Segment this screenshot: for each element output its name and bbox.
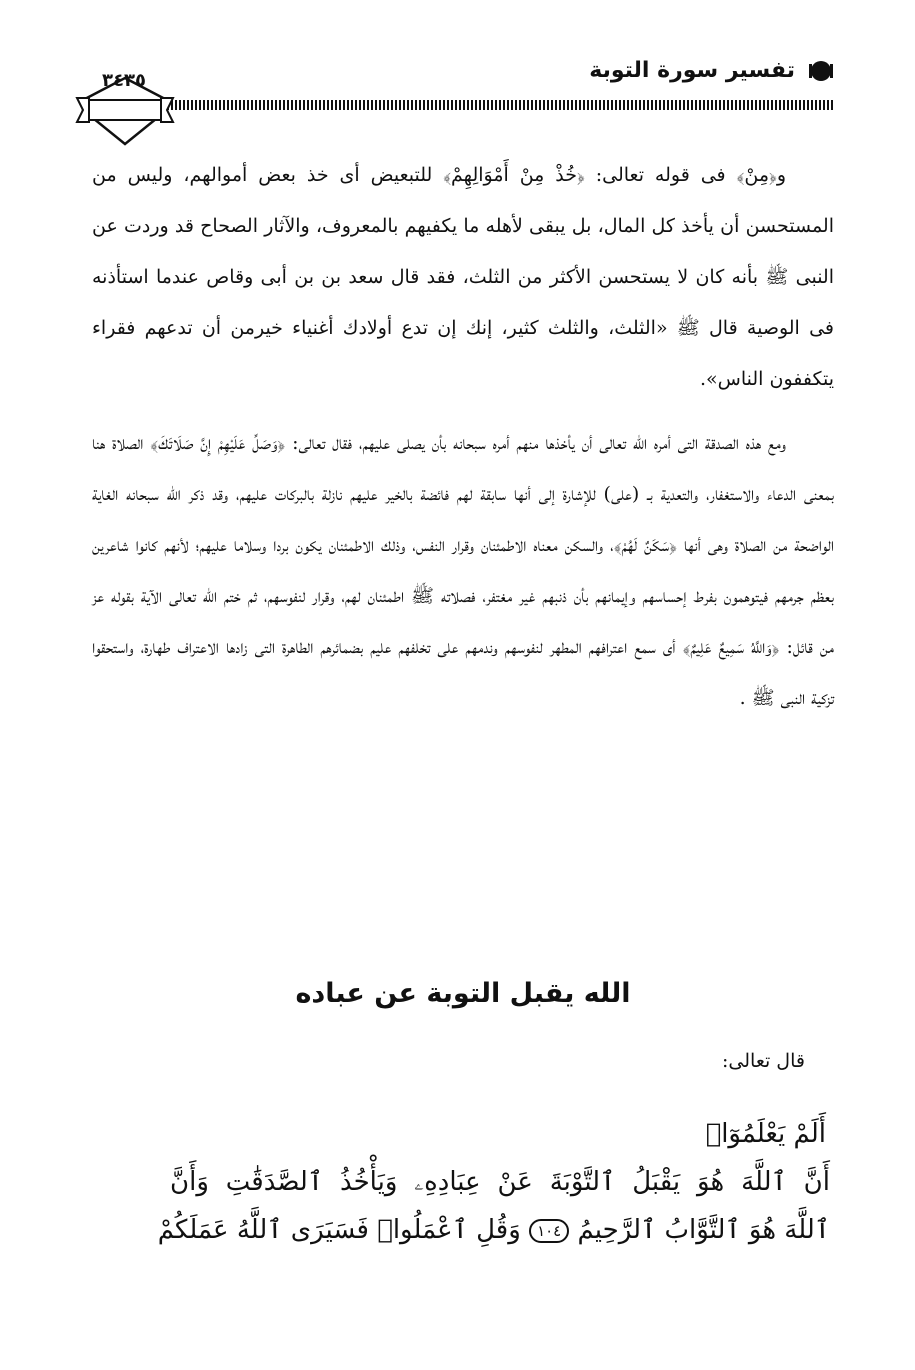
verse-intro: قال تعالى: xyxy=(722,1050,805,1072)
verse-line: أَلَمْ يَعْلَمُوٓا۟ xyxy=(705,1119,826,1149)
verse-segment: وَقُلِ ٱعْمَلُوا۟ فَسَيَرَى ٱللَّهُ عَمَلَكُمْ xyxy=(157,1215,521,1245)
running-title: تفسير سورة التوبة xyxy=(589,58,795,83)
page-number: ٣٤٣٥ xyxy=(102,70,146,91)
verse-line xyxy=(157,1206,830,1254)
body-text xyxy=(92,150,834,724)
ornament-icon xyxy=(807,58,835,84)
quran-verse xyxy=(157,1110,830,1254)
ayah-number: ١٠٤ xyxy=(529,1219,569,1243)
verse-segment: ٱللَّهَ هُوَ ٱلتَّوَّابُ ٱلرَّحِيمُ xyxy=(577,1215,830,1245)
page-header xyxy=(75,50,835,140)
paragraph: و﴿مِنْ﴾ فى قوله تعالى: ﴿خُذْ مِنْ أَمْوَالِهِمْ﴾ للتبعيض أى خذ بعض أموالهم، وليس من المستحسن أن يأخذ كل المال، بل يبقى لأهله ما يكفيهم بالمعروف، والآثار الصحاح قد وردت عن النبى ﷺ بأنه كان لا يستحسن الأكثر من الثلث، فقد قال سعد بن بن أبى وقاص عندما استأذنه فى الوصية قال ﷺ «الثلث، والثلث كثير، إنك إن تدع أولادك أغنياء خيرمن أن تدعهم فقراء يتكففون الناس». xyxy=(92,164,834,390)
section-heading: الله يقبل التوبة عن عباده xyxy=(295,978,631,1009)
paragraph: ومع هذه الصدقة التى أمره الله تعالى أن يأخذها منهم أمره سبحانه بأن يصلى عليهم، فقال تعالى: ﴿وَصَلِّ عَلَيْهِمْ إِنَّ صَلَاتَكَ﴾ الصلاة هنا بمعنى الدعاء والاستغفار، والتعدية بـ (على) للإشارة إلى أنها سابقة لهم فائضة بالخير عليهم نازلة بالبركات عليهم، وقد ذكر الله سبحانه الغاية الواضحة من الصلاة وهى أنها ﴿سَكَنٌ لَهُمْ﴾، والسكن معناه الاطمئنان وقرار النفس، وذلك الاطمئنان يكون بردا وسلاما عليهم؛ لأنهم كانوا شاعرين بعظم جرمهم فيتوهمون بفرط إحساسهم وإيمانهم بأن ذنبهم غير مغتفر، فصلاته ﷺ اطمئنان لهم، وقرار لنفوسهم، ثم ختم الله تعالى الآية بقوله عز من قائل: ﴿وَاللَّهُ سَمِيعٌ عَلِيمٌ﴾ أى سمع اعترافهم المطهر لنفوسهم وندمهم على تخلفهم عليم بضمائرهم الطاهرة التى زادها الاعتراف طهارة، واستحقوا تزكية النبى ﷺ . xyxy=(92,432,834,709)
header-rule xyxy=(167,100,835,110)
verse-line: أَنَّ ٱللَّهَ هُوَ يَقْبَلُ ٱلتَّوْبَةَ عَنْ عِبَادِهِۦ وَيَأْخُذُ ٱلصَّدَقَٰتِ وَأَنَّ xyxy=(170,1167,830,1197)
